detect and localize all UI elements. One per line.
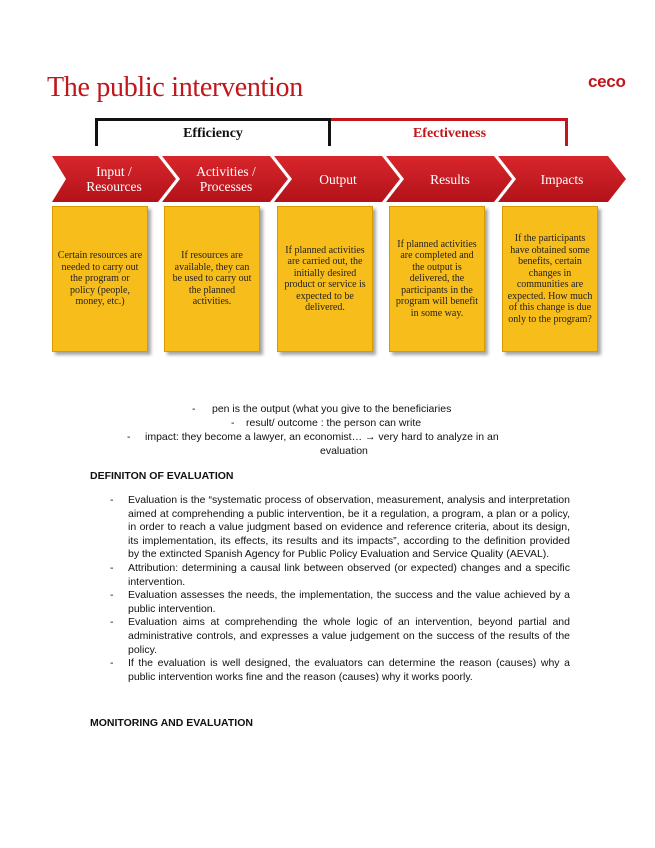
list-item: - Attribution: determining a causal link between observed (or expected) changes and a specific intervention. (110, 561, 570, 588)
note-dash: - (192, 403, 196, 415)
list-item: - Evaluation is the “systematic process of observation, measurement, analysis and interpretation aimed at comprehending a public intervention, be it a regulation, a program, a plan or a policy, in order to reach a value judgment based on evidence and reference criteria, about its design, its implementation, its effects, its results and its impacts”, according to the definition provided by the extincted Spanish Agency for Public Policy Evaluation and Service Quality (AEVAL). (110, 494, 570, 561)
definition-list (104, 494, 570, 684)
step-box-input: Certain resources are needed to carry out the program or policy (people, money, etc.) (52, 206, 148, 352)
step-label-impacts: Impacts (540, 171, 584, 187)
step-box-results: If planned activities are completed and the output is delivered, the participants in the program will benefit in some way. (389, 206, 485, 352)
efficiency-label: Efficiency (183, 126, 243, 141)
efectiveness-label: Efectiveness (412, 126, 487, 141)
note-line-1: pen is the output (what you give to the beneficiaries (212, 403, 452, 415)
step-label-results: Results (430, 171, 470, 187)
note-line-3b: evaluation (320, 445, 368, 457)
note-line-2: result/ outcome : the person can write (246, 417, 422, 429)
step-box-activities: If resources are available, they can be used to carry out the planned activities. (164, 206, 260, 352)
step-box-impacts: If the participants have obtained some benefits, certain changes in communities are expected. How much of this change is due only to the program? (502, 206, 598, 352)
note-line-3: impact: they become a lawyer, an economist… → very hard to analyze in an (145, 431, 499, 443)
step-box-output: If planned activities are carried out, the initially desired product or service is expected to be delivered. (277, 206, 373, 352)
ceco-logo: ceco (588, 72, 626, 91)
step-label-input: Input / Resources (86, 164, 142, 194)
intervention-slide (0, 0, 655, 370)
step-label-output: Output (319, 171, 357, 187)
note-dash: - (127, 431, 131, 443)
list-item: - Evaluation assesses the needs, the implementation, the success and the value achieved by a public intervention. (110, 589, 570, 615)
definition-heading: DEFINITON OF EVALUATION (90, 470, 234, 482)
note-dash: - (231, 417, 235, 429)
step-label-activities: Activities / Processes (196, 164, 256, 194)
list-item: - Evaluation aims at comprehending the whole logic of an intervention, beyond partial and administrative controls, and expresses a value judgement on the success of the results of the policy. (110, 616, 570, 656)
slide-title: The public intervention (47, 72, 303, 103)
list-item: - If the evaluation is well designed, the evaluators can determine the reason (causes) why a public intervention works fine and the reason (causes) why it works poorly. (110, 657, 570, 683)
monitoring-heading: MONITORING AND EVALUATION (90, 717, 253, 729)
